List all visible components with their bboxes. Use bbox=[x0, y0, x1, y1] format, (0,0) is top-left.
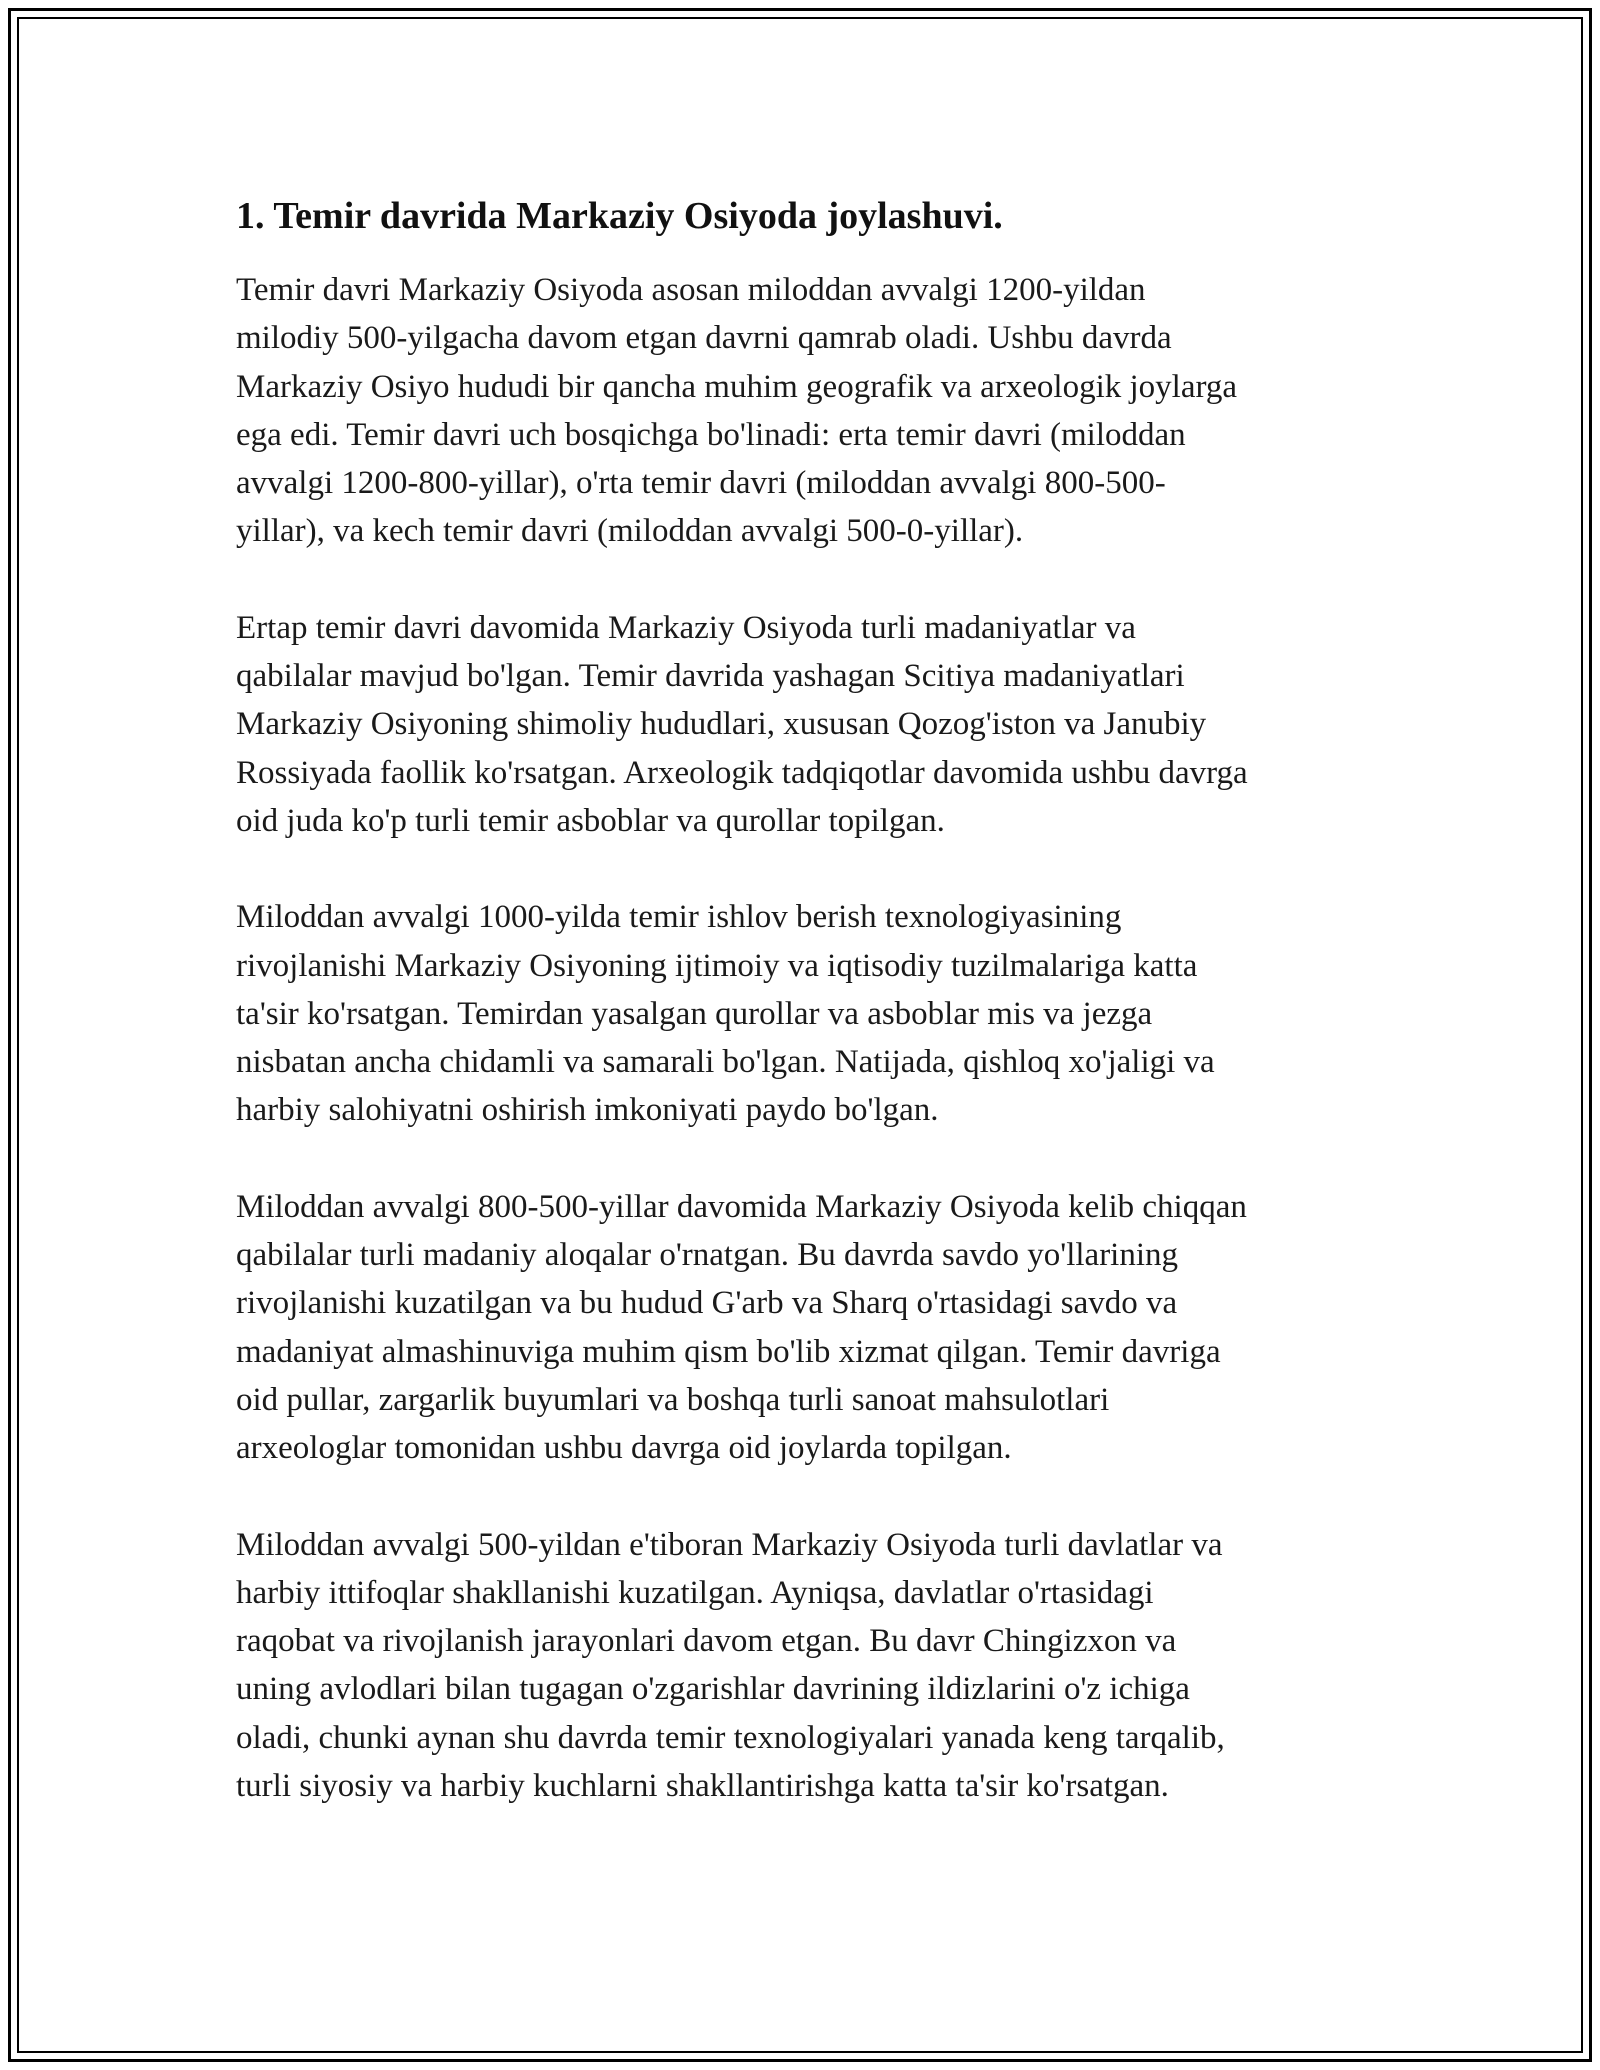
text-line: Miloddan avvalgi 800-500-yillar davomida Markaziy Osiyoda kelib chiqqan bbox=[236, 1188, 1247, 1225]
paragraph-5 bbox=[236, 1521, 1376, 1811]
section-heading: 1. Temir davrida Markaziy Osiyoda joylashuvi. bbox=[236, 195, 1003, 237]
paragraph-3 bbox=[236, 893, 1376, 1134]
text-line: rivojlanishi kuzatilgan va bu hudud G'arb va Sharq o'rtasidagi savdo va bbox=[236, 1285, 1178, 1322]
text-line: arxeologlar tomonidan ushbu davrga oid joylarda topilgan. bbox=[236, 1430, 1012, 1467]
text-line: harbiy ittifoqlar shakllanishi kuzatilgan. Ayniqsa, davlatlar o'rtasidagi bbox=[236, 1574, 1154, 1611]
text-line: oid pullar, zargarlik buyumlari va boshqa turli sanoat mahsulotlari bbox=[236, 1381, 1110, 1418]
text-line: Rossiyada faollik ko'rsatgan. Arxeologik tadqiqotlar davomida ushbu davrga bbox=[236, 754, 1248, 791]
text-line: Markaziy Osiyoning shimoliy hududlari, xususan Qozog'iston va Janubiy bbox=[236, 706, 1207, 743]
text-line: nisbatan ancha chidamli va samarali bo'lgan. Natijada, qishloq xo'jaligi va bbox=[236, 1044, 1215, 1081]
text-line: turli siyosiy va harbiy kuchlarni shakllantirishga katta ta'sir ko'rsatgan. bbox=[236, 1768, 1169, 1805]
text-line: qabilalar mavjud bo'lgan. Temir davrida yashagan Scitiya madaniyatlari bbox=[236, 658, 1185, 695]
text-line: oid juda ko'p turli temir asboblar va qurollar topilgan. bbox=[236, 802, 945, 839]
text-line: Miloddan avvalgi 500-yildan e'tiboran Markaziy Osiyoda turli davlatlar va bbox=[236, 1526, 1223, 1563]
text-line: ega edi. Temir davri uch bosqichga bo'linadi: erta temir davri (miloddan bbox=[236, 416, 1186, 453]
document-body bbox=[236, 188, 1376, 1858]
text-line: madaniyat almashinuviga muhim qism bo'lib xizmat qilgan. Temir davriga bbox=[236, 1333, 1221, 1370]
text-line: uning avlodlari bilan tugagan o'zgarishlar davrining ildizlarini o'z ichiga bbox=[236, 1671, 1190, 1708]
text-line: Temir davri Markaziy Osiyoda asosan miloddan avvalgi 1200-yildan bbox=[236, 272, 1146, 308]
text-line: Ertap temir davri davomida Markaziy Osiyoda turli madaniyatlar va bbox=[236, 609, 1136, 646]
text-line: qabilalar turli madaniy aloqalar o'rnatgan. Bu davrda savdo yo'llarining bbox=[236, 1237, 1179, 1274]
text-line: oladi, chunki aynan shu davrda temir texnologiyalari yanada keng tarqalib, bbox=[236, 1719, 1225, 1756]
text-line: avvalgi 1200-800-yillar), o'rta temir davri (miloddan avvalgi 800-500- bbox=[236, 465, 1166, 502]
text-line: rivojlanishi Markaziy Osiyoning ijtimoiy va iqtisodiy tuzilmalariga katta bbox=[236, 947, 1198, 984]
text-line: Miloddan avvalgi 1000-yilda temir ishlov berish texnologiyasining bbox=[236, 899, 1122, 936]
text-line: raqobat va rivojlanish jarayonlari davom etgan. Bu davr Chingizxon va bbox=[236, 1623, 1177, 1660]
text-line: Markaziy Osiyo hududi bir qancha muhim geografik va arxeologik joylarga bbox=[236, 368, 1238, 405]
paragraph-4 bbox=[236, 1183, 1376, 1473]
text-line: ta'sir ko'rsatgan. Temirdan yasalgan qurollar va asboblar mis va jezga bbox=[236, 995, 1153, 1032]
text-line: yillar), va kech temir davri (miloddan avvalgi 500-0-yillar). bbox=[236, 513, 1024, 550]
paragraph-2 bbox=[236, 604, 1376, 845]
paragraph-1 bbox=[236, 266, 1376, 556]
text-line: harbiy salohiyatni oshirish imkoniyati paydo bo'lgan. bbox=[236, 1092, 939, 1129]
text-line: milodiy 500-yilgacha davom etgan davrni qamrab oladi. Ushbu davrda bbox=[236, 320, 1172, 357]
